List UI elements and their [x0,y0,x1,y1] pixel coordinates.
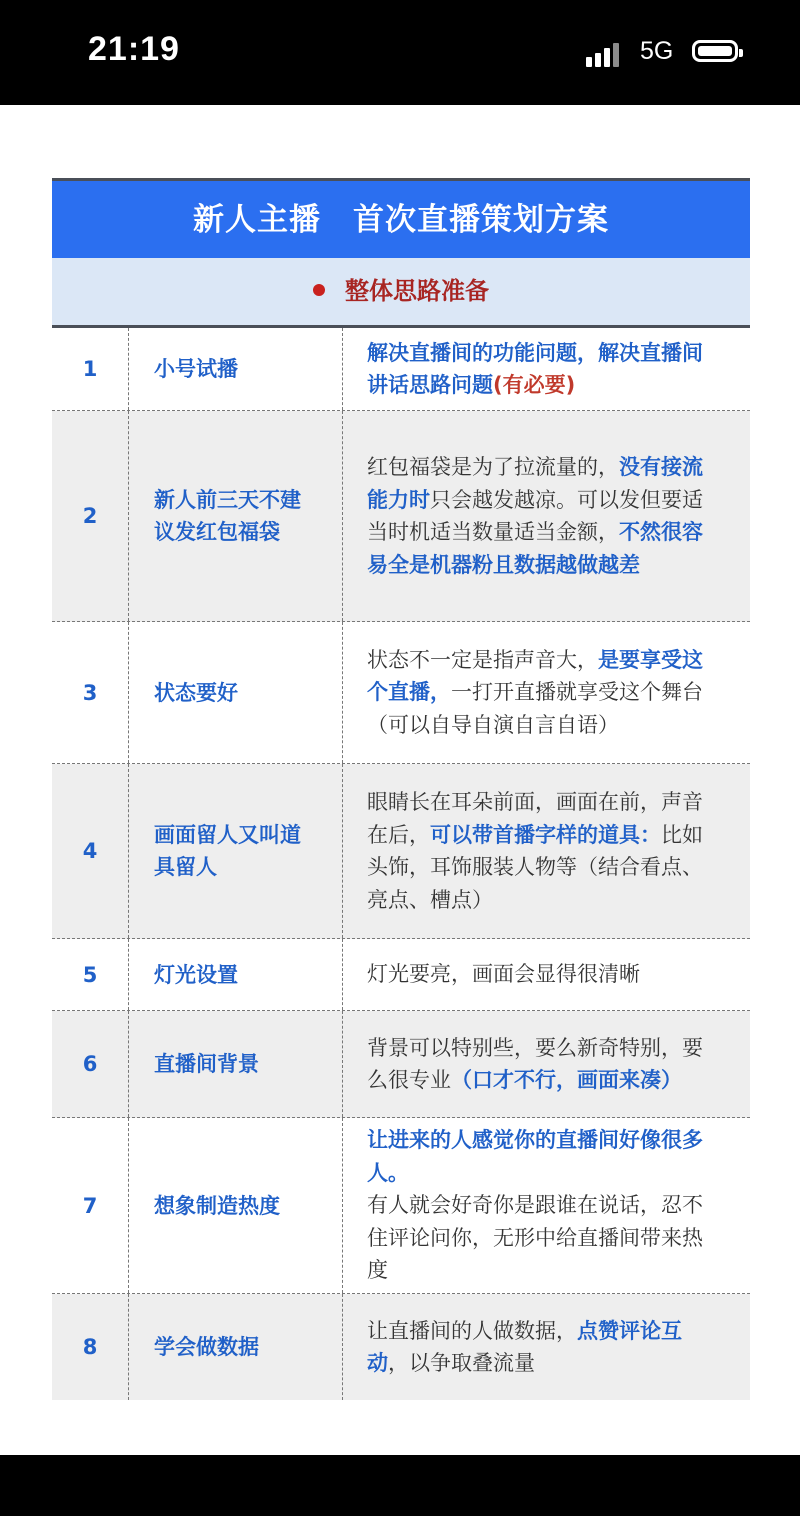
description-segment: 背景可以特别些，要么新奇特别，要么很专业 [367,1035,703,1092]
description-segment: 可以带首播字样的道具： [430,822,661,847]
row-description [343,411,750,621]
description-segment: 点赞评论互动 [367,1318,682,1375]
row-number: 7 [52,1118,129,1293]
row-topic: 灯光设置 [128,939,343,1010]
status-bar [0,0,800,105]
table-row [52,411,750,622]
table-row [52,1011,750,1118]
table-title: 新人主播 首次直播策划方案 [52,181,750,258]
row-number: 1 [52,328,129,410]
row-description [343,1011,750,1117]
section-header [52,258,750,328]
description-segment: (有必要) [493,373,576,397]
row-number: 5 [52,939,129,1010]
description-segment: 是要享受这个直播， [367,647,703,705]
row-topic: 学会做数据 [128,1294,343,1400]
description-segment: 让进来的人感觉你的直播间好像很多人。 [367,1128,703,1185]
row-description [343,1118,750,1293]
description-segment: 解决直播间的功能问题，解决直播间讲话思路问题 [367,340,703,397]
row-description [343,622,750,763]
row-topic: 直播间背景 [128,1011,343,1117]
row-description [343,328,750,410]
row-description [343,764,750,938]
description-segment: 比如头饰，耳饰服装人物等（结合看点、亮点、槽点） [367,822,703,912]
section-label: 整体思路准备 [345,277,489,305]
description-segment: 一打开直播就享受这个舞台（可以自导自演自言自语） [367,680,703,737]
description-segment: 不然很容易全是机器粉且数据越做越差 [367,520,703,577]
description-segment: 眼睛长在耳朵前面，画面在前，声音在后， [367,790,703,847]
row-number: 8 [52,1294,129,1400]
signal-icon [586,41,626,67]
table-row [52,939,750,1011]
row-number: 6 [52,1011,129,1117]
battery-icon [692,40,738,62]
description-segment: ，以争取叠流量 [388,1351,535,1375]
description-segment: 灯光要亮，画面会显得很清晰 [367,962,640,987]
description-segment: 只会越发越凉。可以发但要适当时机适当数量适当金额， [367,487,703,544]
description-segment: 状态不一定是指声音大， [367,647,598,672]
network-type: 5G [640,37,674,65]
status-time: 21:19 [88,30,180,68]
table-row [52,328,750,411]
row-topic: 画面留人又叫道具留人 [128,764,343,938]
table-row [52,1118,750,1294]
row-number: 2 [52,411,129,621]
bottom-bar [0,1455,800,1516]
row-number: 3 [52,622,129,763]
description-segment: 让直播间的人做数据， [367,1318,577,1343]
row-number: 4 [52,764,129,938]
bullet-icon [313,284,325,296]
description-segment: （口才不行，画面来凑） [451,1068,682,1092]
row-topic: 新人前三天不建议发红包福袋 [128,411,343,621]
description-segment: 没有接流能力时 [367,455,703,512]
description-segment: 红包福袋是为了拉流量的， [367,455,619,479]
description-segment: 有人就会好奇你是跟谁在说话，忍不住评论问你，无形中给直播间带来热度 [367,1193,703,1283]
plan-table [52,178,750,1400]
table-row [52,622,750,764]
row-topic: 想象制造热度 [128,1118,343,1293]
row-description [343,939,750,1010]
row-topic: 小号试播 [128,328,343,410]
table-row [52,764,750,939]
table-row [52,1294,750,1400]
row-description [343,1294,750,1400]
row-topic: 状态要好 [128,622,343,763]
